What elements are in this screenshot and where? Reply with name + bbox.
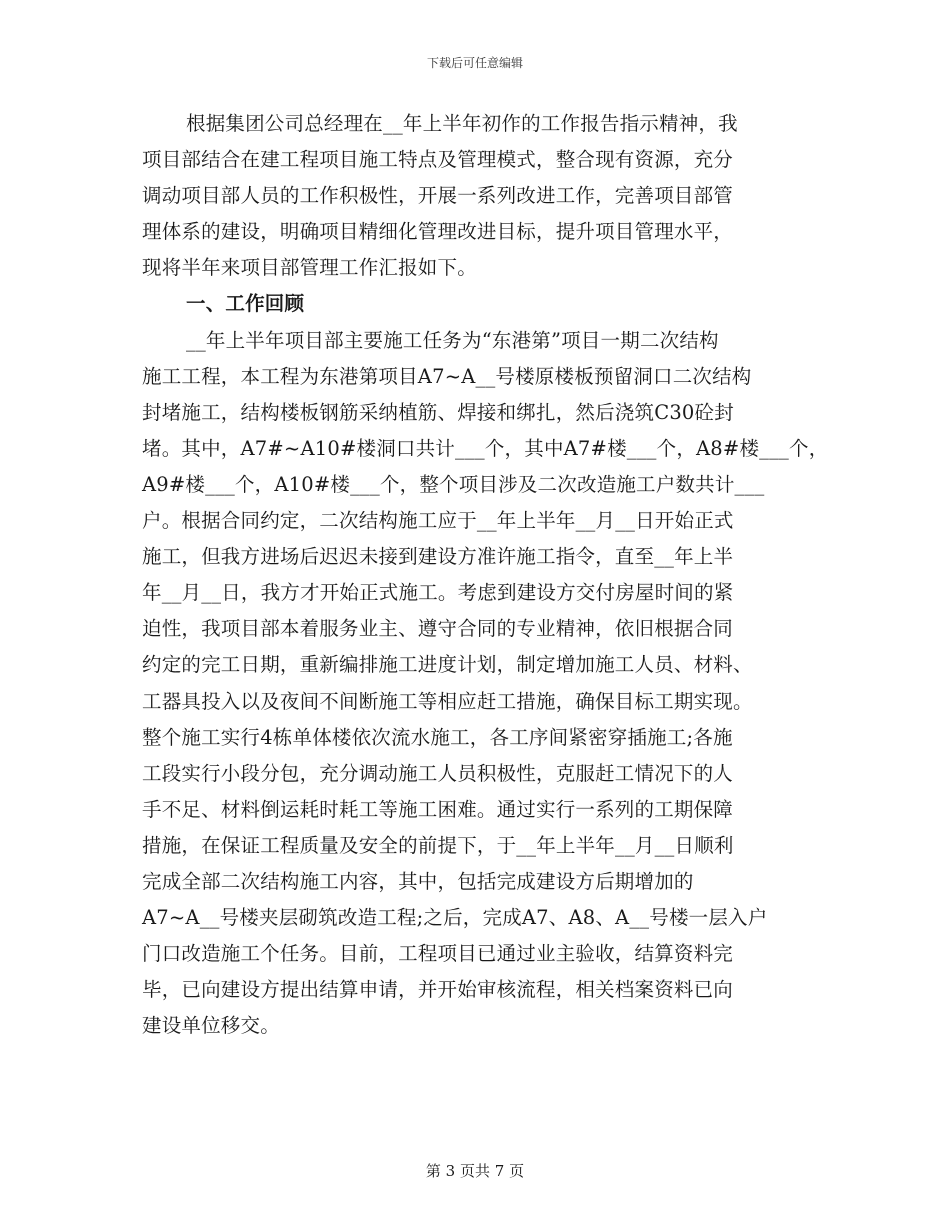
- paragraph-line: 封堵施工，结构楼板钢筋采纳植筋、焊接和绑扎，然后浇筑C30砼封: [142, 400, 734, 424]
- paragraph-line: 工段实行小段分包，充分调动施工人员积极性，克服赶工情况下的人: [142, 761, 734, 785]
- paragraph-line: 建设单位移交。: [142, 1014, 280, 1038]
- paragraph-line: 施工，但我方进场后迟迟未接到建设方准许施工指令，直至__年上半: [142, 545, 734, 569]
- paragraph-line: 毕，已向建设方提出结算申请，并开始审核流程，相关档案资料已向: [142, 978, 734, 1002]
- section-heading: 一、工作回顾: [186, 292, 305, 316]
- paragraph-line: 工器具投入以及夜间不间断施工等相应赶工措施，确保目标工期实现。: [142, 689, 753, 713]
- paragraph-line: 施工工程，本工程为东港第项目A7~A__号楼原楼板预留洞口二次结构: [142, 364, 752, 388]
- paragraph-line: 项目部结合在建工程项目施工特点及管理模式，整合现有资源，充分: [142, 148, 734, 172]
- paragraph-line: __年上半年项目部主要施工任务为“东港第”项目一期二次结构: [186, 328, 719, 352]
- paragraph-line: 完成全部二次结构施工内容，其中，包括完成建设方后期增加的: [142, 869, 694, 893]
- paragraph-line: 调动项目部人员的工作积极性，开展一系列改进工作，完善项目部管: [142, 184, 734, 208]
- paragraph-line: 迫性，我项目部本着服务业主、遵守合同的专业精神，依旧根据合同: [142, 617, 734, 641]
- page-number: 第 3 页共 7 页: [425, 1162, 525, 1180]
- paragraph-line: 堵。其中，A7#~A10#楼洞口共计___个，其中A7#楼___个，A8#楼___个，: [142, 436, 829, 460]
- paragraph-line: 门口改造施工个任务。目前，工程项目已通过业主验收，结算资料完: [142, 942, 734, 966]
- document-body: [142, 106, 829, 1044]
- page-header: 下载后可任意编辑: [426, 56, 523, 70]
- paragraph-line: 整个施工实行4栋单体楼依次流水施工，各工序间紧密穿插施工;各施: [142, 725, 733, 749]
- paragraph-line: A9#楼___个，A10#楼___个，整个项目涉及二次改造施工户数共计___: [142, 472, 765, 496]
- paragraph-line: 措施，在保证工程质量及安全的前提下，于__年上半年__月__日顺利: [142, 833, 734, 857]
- paragraph-line: 年__月__日，我方才开始正式施工。考虑到建设方交付房屋时间的紧: [142, 581, 734, 605]
- paragraph-line: 现将半年来项目部管理工作汇报如下。: [142, 256, 477, 280]
- paragraph-line: 根据集团公司总经理在__年上半年初作的工作报告指示精神，我: [186, 112, 738, 135]
- paragraph-line: 手不足、材料倒运耗时耗工等施工困难。通过实行一系列的工期保障: [142, 797, 734, 821]
- paragraph-line: 户。根据合同约定，二次结构施工应于__年上半年__月__日开始正式: [142, 509, 734, 533]
- paragraph-line: 理体系的建设，明确项目精细化管理改进目标，提升项目管理水平，: [142, 220, 734, 244]
- paragraph-line: A7~A__号楼夹层砌筑改造工程;之后，完成A7、A8、A__号楼一层入户: [142, 906, 768, 930]
- paragraph-line: 约定的完工日期，重新编排施工进度计划，制定增加施工人员、材料、: [142, 653, 753, 677]
